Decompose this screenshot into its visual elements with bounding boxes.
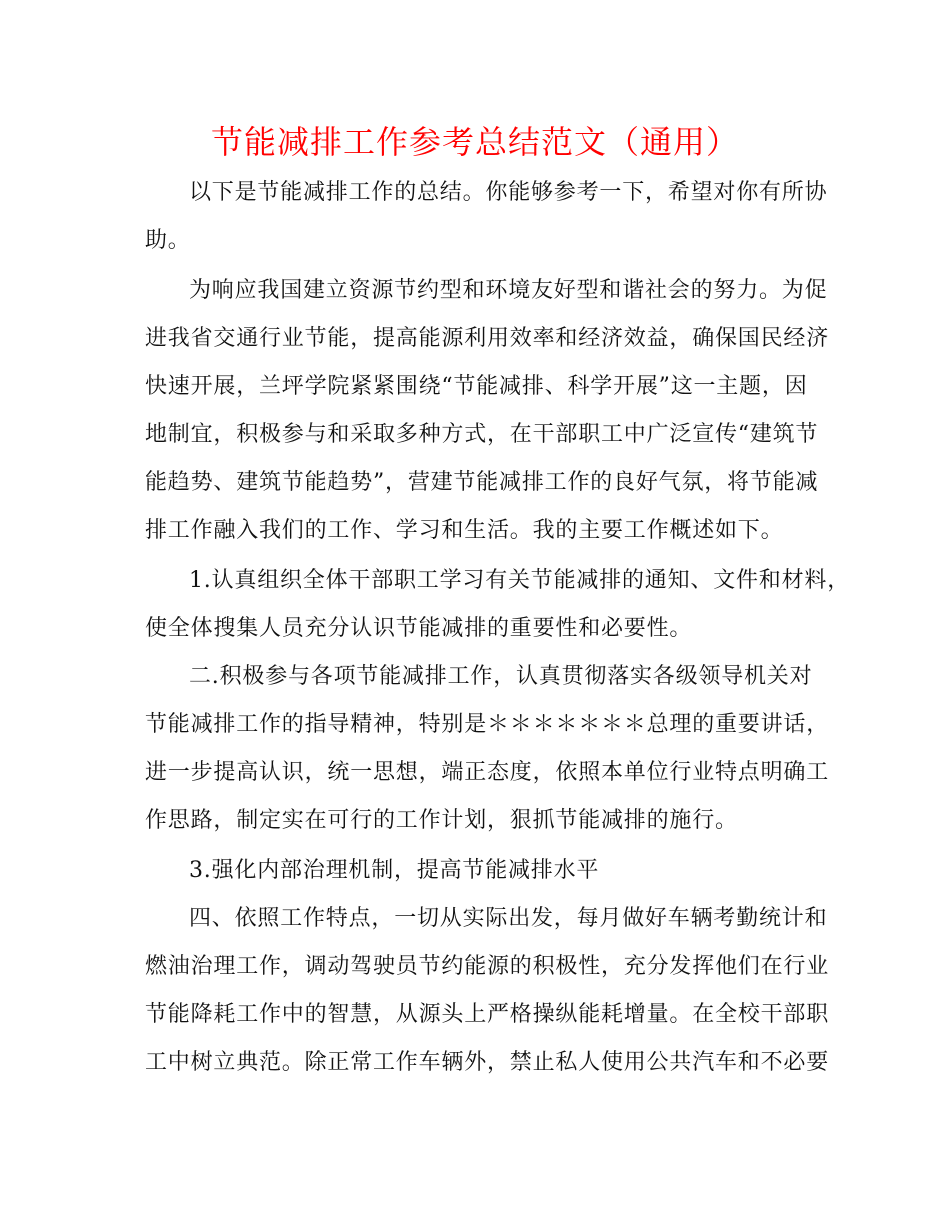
paragraph-line: 节能减排工作的指导精神，特别是＊＊＊＊＊＊＊总理的重要讲话， — [145, 712, 830, 737]
paragraph-line: 作思路，制定实在可行的工作计划，狠抓节能减排的施行。 — [145, 808, 738, 833]
paragraph-line: 快速开展，兰坪学院紧紧围绕“节能减排、科学开展”这一主题，因 — [145, 374, 808, 399]
paragraph-line: 以下是节能减排工作的总结。你能够参考一下，希望对你有所协 — [189, 180, 828, 205]
paragraph-line: 排工作融入我们的工作、学习和生活。我的主要工作概述如下。 — [145, 518, 784, 543]
paragraph-line: 地制宜，积极参与和采取多种方式，在干部职工中广泛宣传“建筑节 — [145, 422, 819, 447]
paragraph-line: 节能降耗工作中的智慧，从源头上严格操纵能耗增量。在全校干部职 — [145, 1002, 830, 1027]
paragraph-line: 助。 — [145, 228, 191, 253]
document-title: 节能减排工作参考总结范文（通用） — [210, 123, 739, 161]
paragraph-line: 1.认真组织全体干部职工学习有关节能减排的通知、文件和材料， — [189, 568, 850, 593]
paragraph-line: 3.强化内部治理机制，提高节能减排水平 — [189, 858, 600, 883]
paragraph-line: 进一步提高认识，统一思想，端正态度，依照本单位行业特点明确工 — [145, 760, 830, 785]
paragraph-line: 工中树立典范。除正常工作车辆外，禁止私人使用公共汽车和不必要 — [145, 1050, 830, 1075]
paragraph-line: 燃油治理工作，调动驾驶员节约能源的积极性，充分发挥他们在行业 — [145, 954, 830, 979]
paragraph-line: 能趋势、建筑节能趋势”，营建节能减排工作的良好气氛，将节能减 — [145, 470, 819, 495]
paragraph-line: 为响应我国建立资源节约型和环境友好型和谐社会的努力。为促 — [189, 278, 828, 303]
paragraph-line: 二.积极参与各项节能减排工作，认真贯彻落实各级领导机关对 — [189, 664, 813, 689]
paragraph-line: 四、依照工作特点，一切从实际出发，每月做好车辆考勤统计和 — [189, 906, 828, 931]
paragraph-line: 进我省交通行业节能，提高能源利用效率和经济效益，确保国民经济 — [145, 326, 830, 351]
paragraph-line: 使全体搜集人员充分认识节能减排的重要性和必要性。 — [145, 616, 693, 641]
